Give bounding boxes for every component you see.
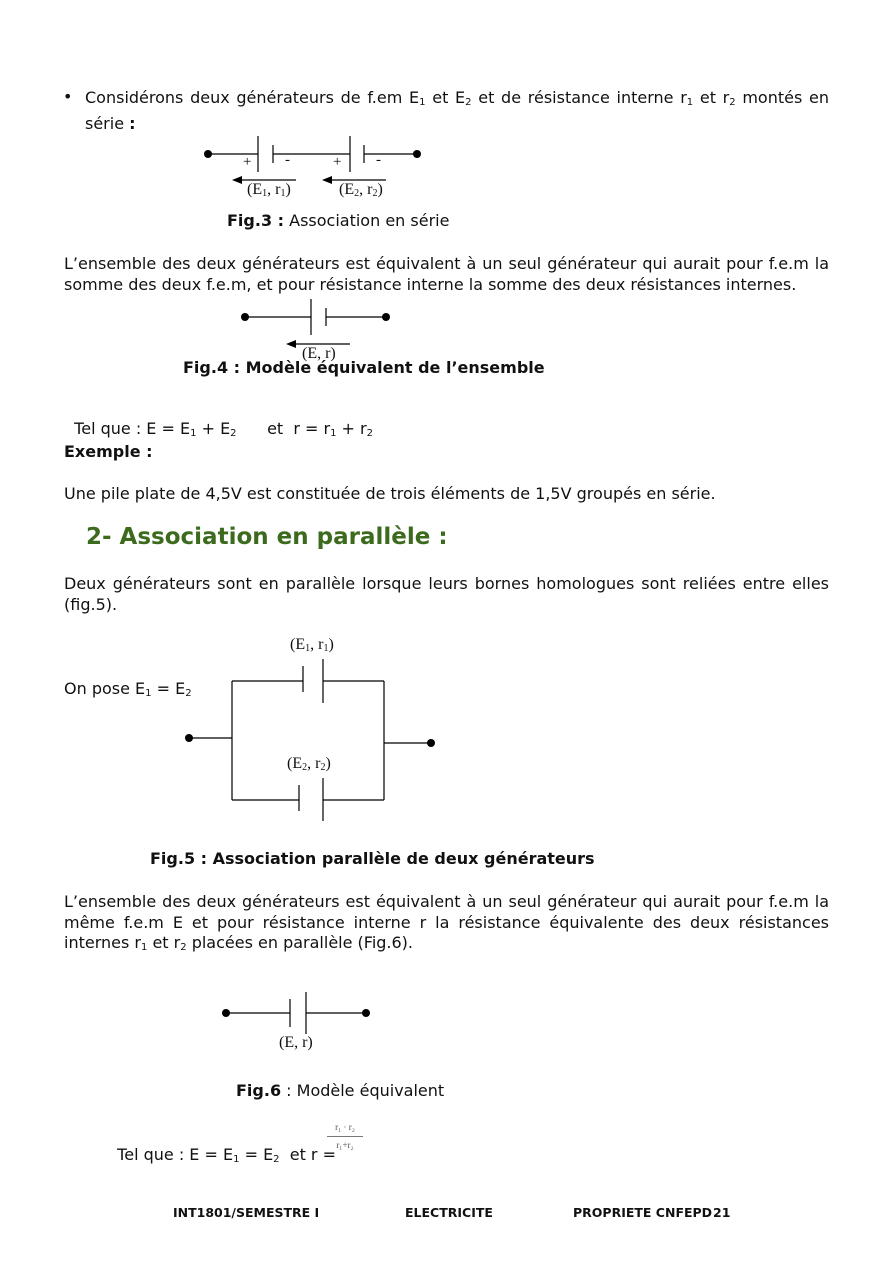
generator-label: (E, r) <box>279 1034 313 1051</box>
condition-text: On pose $E_1 = E_2$ <box>64 679 192 699</box>
plus-sign: + <box>243 154 252 170</box>
figure-caption: Fig.6 : Modèle équivalent <box>236 1081 445 1100</box>
relation-parallel: Tel que : $E = E_1 = E_2$ et r = <box>117 1145 342 1165</box>
example-text: Une pile plate de 4,5V est constituée de trois éléments de 1,5V groupés en série. <box>64 484 716 503</box>
relation-series: Tel que : $E = E_1 + E_2$ et $r = r_1 + r_2$ <box>74 419 373 439</box>
figure-caption: Fig.4 : Modèle équivalent de l’ensemble <box>183 358 545 377</box>
generator-label-2: ($E_2$, $r_2$) <box>339 181 383 199</box>
minus-sign: - <box>285 152 290 168</box>
bullet: • <box>63 87 73 106</box>
footer-subject: ELECTRICITE <box>405 1205 493 1220</box>
generator-label-1: ($E_1$, $r_1$) <box>290 636 334 654</box>
figure-caption: Fig.3 : Association en série <box>227 211 450 230</box>
generator-label: (E, r) <box>302 345 336 362</box>
footer-course-code: INT1801/SEMESTRE I <box>173 1205 320 1220</box>
footer-owner: PROPRIETE CNFEPD <box>573 1205 713 1220</box>
page-number: 21 <box>713 1205 731 1220</box>
paragraph: L’ensemble des deux générateurs est équivalent à un seul générateur qui aurait pour f.e.m la même f.e.m E et pour résistance interne r la résistance équivalente des deux résistances internes $r_1$ et $r_2$ placées en parallèle (Fig.6). <box>64 892 829 953</box>
generator-label-2: ($E_2$, $r_2$) <box>287 755 331 773</box>
generator-label-1: ($E_1$, $r_1$) <box>247 181 291 199</box>
intro-paragraph: Considérons deux générateurs de f.em $E_1$ et $E_2$ et de résistance interne $r_1$ et $r_2$ montés en série : <box>85 88 830 133</box>
fraction-bar <box>327 1136 363 1137</box>
plus-sign: + <box>333 154 342 170</box>
figure-caption: Fig.5 : Association parallèle de deux générateurs <box>150 849 595 868</box>
minus-sign: - <box>376 152 381 168</box>
paragraph: L’ensemble des deux générateurs est équivalent à un seul générateur qui aurait pour f.e.m la somme des deux f.e.m, et pour résistance interne la somme des deux résistances internes. <box>64 254 829 294</box>
example-title: Exemple : <box>64 442 153 461</box>
fraction-denominator: r₁+r₂ <box>336 1140 354 1150</box>
section-heading: 2- Association en parallèle : <box>86 524 448 550</box>
fraction-numerator: r₁ · r₂ <box>335 1122 355 1132</box>
paragraph: Deux générateurs sont en parallèle lorsque leurs bornes homologues sont reliées entre elles (fig.5). <box>64 574 829 614</box>
